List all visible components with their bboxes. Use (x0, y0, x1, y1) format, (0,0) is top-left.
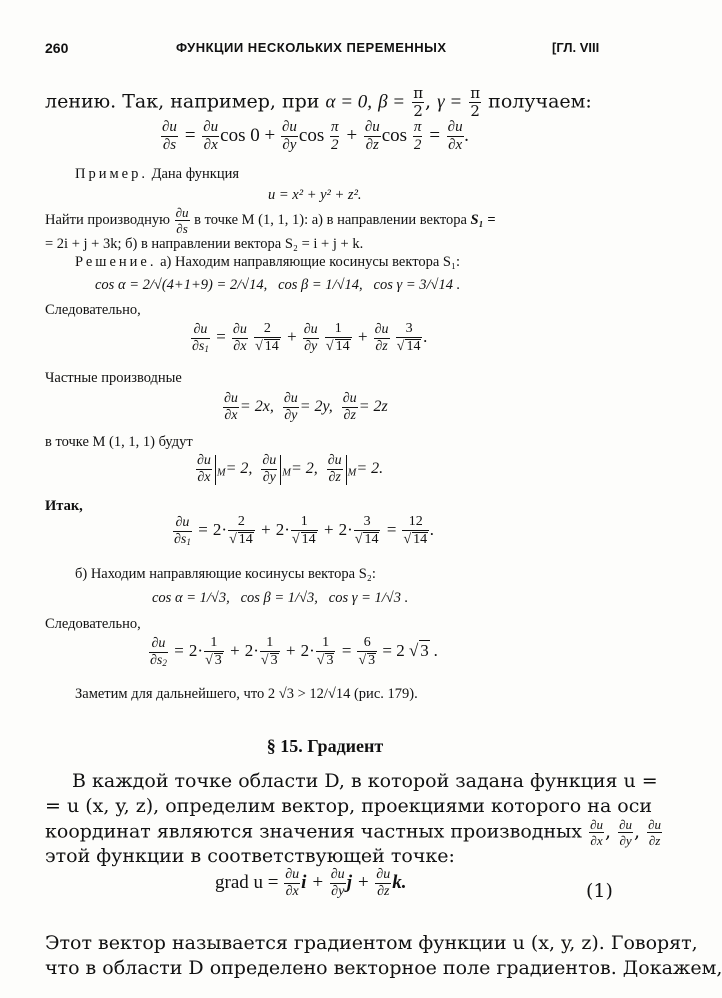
paragraph-line-6: что в области D определено векторное поле градиентов. Докажем, (45, 957, 722, 979)
fraction-pi-2: $\frac{\pi}{2}$ (413, 84, 424, 120)
note-line: Заметим для дальнейшего, что 2 √3 > 12/√14 (рис. 179). (75, 686, 418, 702)
gradient-equation: grad u = $\frac{\partial u}{\partial x}$ i + $\frac{\partial u}{\partial y}$ j + $\frac{\partial u}{\partial z}$ k. (215, 867, 407, 899)
example-line: Пример. Дана функция (75, 166, 240, 182)
running-title: ФУНКЦИИ НЕСКОЛЬКИХ ПЕРЕМЕННЫХ (176, 40, 447, 55)
cosines-s1: cos α = 2/√(4+1+9) = 2/√14, cos β = 1/√14, cos γ = 3/√14 . (95, 277, 461, 293)
equation-du-ds1-result: $\frac{\partial u}{\partial s1}$ = 2· $\frac{2}{√ 14}$ + 2· $\frac{1}{√ 14}$ + 2· $\frac{3}{√ 14}$ = $\frac{12}{√ 14}$ . (174, 514, 435, 547)
partials-label: Частные производные (45, 370, 182, 386)
partial-derivatives: $\frac{\partial u}{\partial x}$ = 2x, $\frac{\partial u}{\partial y}$ = 2y, $\frac{\partial u}{\partial z}$ = 2z (224, 391, 388, 423)
therefore-1: Следовательно, (45, 302, 141, 318)
text-line-1: лению. Так, например, при α = 0, β = $\frac{\pi}{2}$ , γ = $\frac{\pi}{2}$ получаем: (45, 84, 592, 120)
section-heading: § 15. Градиент (266, 736, 384, 756)
paragraph-line-5: Этот вектор называется градиентом функции u (x, y, z). Говорят, (45, 932, 698, 954)
equation-du-ds2-result: $\frac{\partial u}{\partial s2}$ = 2· $\frac{1}{√ 3}$ + 2· $\frac{1}{√ 3}$ + 2· $\frac{1}{√ 3}$ = $\frac{6}{√ 3}$ = 2 √ 3 . (150, 635, 439, 668)
paragraph-line-3: координат являются значения частных производных $\frac{\partial u}{\partial x}$ , $\frac{\partial u}{\partial y}$ , $\frac{\partial u}{\partial z}$ (45, 817, 662, 848)
find-line: Найти производную $\frac{\partial u}{\partial s}$ в точке M (1, 1, 1): а) в направлении вектора S₁ = (45, 205, 496, 236)
equation-du-ds1: $\frac{\partial u}{\partial s1}$ = $\frac{\partial u}{\partial x}$ $\frac{2}{√ 14}$ + $\frac{\partial u}{\partial y}$ $\frac{1}{√ 14}$ + $\frac{\partial u}{\partial z}$ $\frac{3}{√ 14}$ . (192, 321, 428, 354)
vector-line: = 2i + j + 3k; б) в направлении вектора S₂ = i + j + k. (45, 236, 364, 252)
at-point-label: в точке M (1, 1, 1) будут (45, 434, 193, 450)
equation-directional-derivative: $\frac{\partial u}{\partial s}$ = $\frac{\partial u}{\partial x}$ cos 0 + $\frac{\partial u}{\partial y}$ cos $\frac{\pi}{2}$ + $\frac{\partial u}{\partial z}$ cos $\frac{\pi}{2}$ = $\frac{\partial u}{\partial x}$ . (162, 119, 470, 153)
paragraph-line-2: = u (x, y, z), определим вектор, проекциями которого на оси (45, 795, 653, 817)
page-number: 260 (45, 40, 69, 56)
paragraph-line-4: этой функции в соответствующей точке: (45, 845, 455, 867)
values-at-point: $\frac{\partial u}{\partial x}$ M= 2, $\frac{\partial u}{\partial y}$ M= 2, $\frac{\partial u}{\partial z}$ M= 2. (197, 453, 384, 485)
cosines-s2: cos α = 1/√3, cos β = 1/√3, cos γ = 1/√3 . (152, 590, 409, 606)
fraction-pi-2: $\frac{\pi}{2}$ (470, 84, 481, 120)
chapter-label: [ГЛ. VIII (552, 40, 600, 55)
solution-line: Решение. а) Находим направляющие косинусы вектора S₁: (75, 254, 461, 270)
paragraph-line-1: В каждой точке области D, в которой задана функция u = (72, 770, 658, 792)
part-b-line: б) Находим направляющие косинусы вектора S₂: (75, 566, 376, 582)
therefore-2: Следовательно, (45, 616, 141, 632)
equation-number: (1) (586, 880, 613, 902)
function-definition: u = x² + y² + z². (268, 187, 362, 203)
itak-label: Итак, (45, 498, 83, 514)
